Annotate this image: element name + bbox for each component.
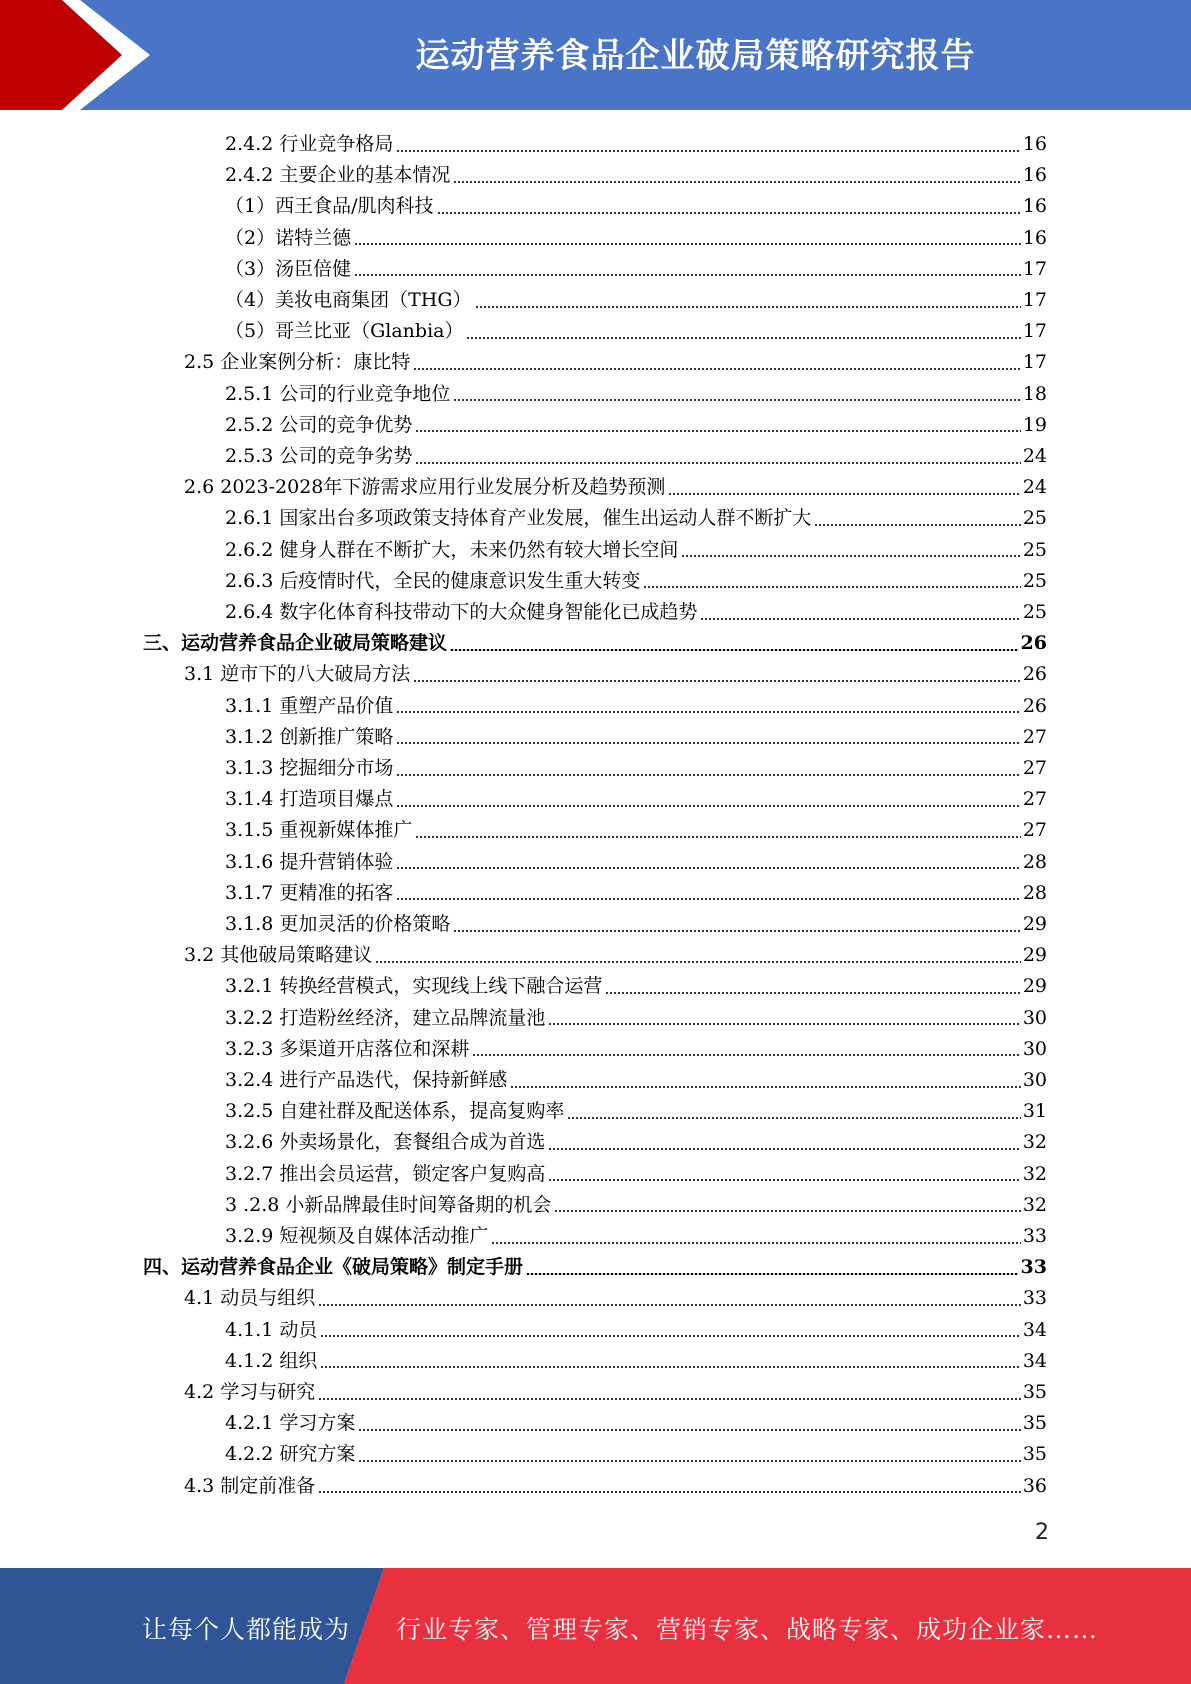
toc-dot-leader <box>318 1491 1021 1493</box>
toc-entry-title: 3.2.6 外卖场景化，套餐组合成为首选 <box>225 1131 546 1154</box>
toc-entry-title: 2.6 2023-2028年下游需求应用行业发展分析及趋势预测 <box>184 476 666 499</box>
toc-dot-leader <box>415 462 1020 464</box>
toc-entry-page: 25 <box>1022 507 1047 530</box>
toc-entry[interactable] <box>225 254 1047 285</box>
toc-entry-title: 4.3 制定前准备 <box>184 1474 316 1497</box>
toc-dot-leader <box>548 1023 1020 1025</box>
toc-entry[interactable] <box>184 1283 1047 1314</box>
toc-dot-leader <box>643 586 1020 588</box>
toc-dot-leader <box>453 181 1020 183</box>
toc-dot-leader <box>567 1117 1020 1119</box>
toc-entry-page: 16 <box>1022 195 1047 218</box>
toc-entry-title: 3.2.4 进行产品迭代，保持新鲜感 <box>225 1069 508 1091</box>
toc-entry-page: 35 <box>1022 1412 1047 1435</box>
toc-entry-page: 28 <box>1022 850 1047 873</box>
toc-entry[interactable] <box>225 1034 1047 1065</box>
toc-entry[interactable] <box>225 316 1047 347</box>
toc-entry-title: 3.1.7 更精准的拓客 <box>225 881 394 904</box>
toc-dot-leader <box>491 1242 1020 1244</box>
toc-entry-title: 3.1.8 更加灵活的价格策略 <box>225 913 451 935</box>
toc-entry-page: 25 <box>1022 538 1047 561</box>
toc-dot-leader <box>437 212 1021 214</box>
toc-entry-page: 27 <box>1022 819 1047 842</box>
toc-entry-title: 2.5.1 公司的行业竞争地位 <box>225 382 451 405</box>
toc-entry[interactable] <box>225 1127 1047 1158</box>
toc-entry-title: 3.2.1 转换经营模式，实现线上线下融合运营 <box>225 975 603 998</box>
toc-entry-title: 4.1.1 动员 <box>225 1318 318 1341</box>
toc-entry-title: 3.1 逆市下的八大破局方法 <box>184 663 411 686</box>
toc-dot-leader <box>354 243 1021 245</box>
toc-entry-page: 35 <box>1022 1443 1047 1466</box>
toc-entry-title: （1）西王食品/肌肉科技 <box>225 195 434 218</box>
toc-entry[interactable] <box>225 160 1047 191</box>
toc-entry[interactable] <box>225 1003 1047 1034</box>
toc-dot-leader <box>814 524 1020 526</box>
toc-entry-title: 3.2.7 推出会员运营，锁定客户复购高 <box>225 1162 546 1185</box>
toc-entry-page: 29 <box>1022 944 1047 967</box>
toc-entry[interactable] <box>225 1065 1047 1096</box>
toc-entry[interactable] <box>225 1159 1047 1190</box>
toc-entry-page: 26 <box>1020 632 1047 655</box>
toc-entry-page: 25 <box>1022 569 1047 592</box>
toc-entry[interactable] <box>225 1221 1047 1252</box>
toc-entry-page: 29 <box>1022 975 1047 998</box>
toc-entry-title: 3.1.5 重视新媒体推广 <box>225 819 413 842</box>
toc-entry[interactable] <box>225 691 1047 722</box>
toc-entry[interactable] <box>225 1346 1047 1377</box>
toc-entry-page: 36 <box>1022 1474 1047 1497</box>
toc-entry-page: 18 <box>1022 382 1047 405</box>
toc-entry-title: （5）哥兰比亚（Glanbia） <box>225 320 464 343</box>
toc-dot-leader <box>318 1304 1021 1306</box>
toc-entry[interactable] <box>225 566 1047 597</box>
toc-dot-leader <box>453 930 1020 932</box>
toc-entry[interactable] <box>225 1190 1047 1221</box>
toc-entry-page: 17 <box>1022 320 1047 343</box>
toc-entry-title: 2.6.4 数字化体育科技带动下的大众健身智能化已成趋势 <box>225 601 698 623</box>
toc-entry-page: 33 <box>1022 1287 1047 1310</box>
toc-entry-title: 4.1 动员与组织 <box>184 1287 316 1310</box>
toc-entry-title: 三、运动营养食品企业破局策略建议 <box>143 632 448 655</box>
toc-entry[interactable] <box>184 940 1047 971</box>
toc-entry-title: 2.6.1 国家出台多项政策支持体育产业发展，催生出运动人群不断扩大 <box>225 507 812 530</box>
toc-entry-page: 29 <box>1022 913 1047 935</box>
toc-entry[interactable] <box>143 628 1047 659</box>
toc-entry-page: 26 <box>1022 663 1047 686</box>
toc-dot-leader <box>510 1086 1020 1088</box>
toc-entry-title: （4）美妆电商集团（THG） <box>225 289 472 311</box>
toc-dot-leader <box>320 1366 1020 1368</box>
toc-entry-page: 17 <box>1022 257 1047 280</box>
toc-dot-leader <box>396 742 1020 744</box>
toc-entry-page: 27 <box>1022 788 1047 811</box>
toc-dot-leader <box>396 774 1020 776</box>
toc-entry[interactable] <box>225 971 1047 1002</box>
toc-entry[interactable] <box>184 659 1047 690</box>
toc-entry[interactable] <box>225 909 1047 940</box>
toc-dot-leader <box>396 805 1020 807</box>
toc-dot-leader <box>700 618 1020 620</box>
toc-entry-title: 3.1.2 创新推广策略 <box>225 725 394 748</box>
toc-entry-title: 2.5 企业案例分析：康比特 <box>184 351 411 374</box>
toc-entry-page: 33 <box>1022 1225 1047 1247</box>
toc-entry-title: 3.1.1 重塑产品价值 <box>225 694 394 717</box>
toc-entry[interactable] <box>184 1471 1047 1502</box>
toc-dot-leader <box>668 493 1020 495</box>
toc-entry-title: 3.2 其他破局策略建议 <box>184 944 373 967</box>
toc-entry-page: 32 <box>1022 1131 1047 1154</box>
toc-entry-title: 3 .2.8 小新品牌最佳时间筹备期的机会 <box>225 1193 552 1216</box>
toc-dot-leader <box>354 274 1021 276</box>
toc-entry-title: 4.1.2 组织 <box>225 1349 318 1372</box>
toc-entry-title: 2.4.2 主要企业的基本情况 <box>225 164 451 187</box>
toc-dot-leader <box>475 306 1021 308</box>
toc-entry-title: 四、运动营养食品企业《破局策略》制定手册 <box>143 1256 524 1279</box>
toc-dot-leader <box>415 430 1020 432</box>
page-footer <box>0 1568 1191 1684</box>
toc-entry[interactable] <box>225 1439 1047 1470</box>
toc-entry[interactable] <box>225 410 1047 441</box>
toc-dot-leader <box>358 1460 1020 1462</box>
toc-entry-title: 2.6.2 健身人群在不断扩大，未来仍然有较大增长空间 <box>225 538 679 561</box>
toc-entry-page: 17 <box>1022 351 1047 374</box>
toc-dot-leader <box>318 1398 1021 1400</box>
page-header <box>0 0 1191 110</box>
toc-entry-page: 16 <box>1022 226 1047 249</box>
toc-entry-title: 3.2.9 短视频及自媒体活动推广 <box>225 1225 489 1247</box>
toc-entry-page: 17 <box>1022 289 1047 311</box>
toc-entry[interactable] <box>225 441 1047 472</box>
toc-entry-title: 4.2 学习与研究 <box>184 1381 316 1403</box>
toc-entry[interactable] <box>225 1408 1047 1439</box>
toc-entry-title: 3.1.6 提升营销体验 <box>225 850 394 873</box>
toc-dot-leader <box>450 649 1019 651</box>
toc-entry[interactable] <box>225 722 1047 753</box>
toc-dot-leader <box>396 711 1020 713</box>
toc-dot-leader <box>320 1335 1020 1337</box>
toc-dot-leader <box>415 836 1020 838</box>
toc-dot-leader <box>548 1148 1020 1150</box>
toc-dot-leader <box>472 1054 1020 1056</box>
toc-dot-leader <box>548 1179 1020 1181</box>
toc-entry[interactable] <box>225 1315 1047 1346</box>
toc-entry-title: 4.2.2 研究方案 <box>225 1443 356 1466</box>
toc-dot-leader <box>526 1273 1019 1275</box>
toc-entry[interactable] <box>225 535 1047 566</box>
toc-entry[interactable] <box>225 815 1047 846</box>
toc-entry-title: 4.2.1 学习方案 <box>225 1412 356 1435</box>
toc-dot-leader <box>396 898 1020 900</box>
toc-entry-title: 2.5.3 公司的竞争劣势 <box>225 445 413 467</box>
toc-entry-page: 33 <box>1020 1256 1047 1279</box>
toc-entry[interactable] <box>184 347 1047 378</box>
toc-dot-leader <box>605 992 1020 994</box>
toc-entry-title: 3.2.5 自建社群及配送体系，提高复购率 <box>225 1100 565 1123</box>
toc-entry[interactable] <box>225 379 1047 410</box>
toc-dot-leader <box>413 368 1021 370</box>
toc-entry-page: 34 <box>1022 1349 1047 1372</box>
toc-entry-page: 30 <box>1022 1006 1047 1029</box>
toc-entry-page: 32 <box>1022 1193 1047 1216</box>
toc-entry-title: 2.6.3 后疫情时代，全民的健康意识发生重大转变 <box>225 569 641 592</box>
toc-entry-page: 24 <box>1022 476 1047 499</box>
toc-entry-page: 27 <box>1022 757 1047 779</box>
toc-entry[interactable] <box>225 129 1047 160</box>
header-arrow-decoration <box>0 0 170 110</box>
header-title: 运动营养食品企业破局策略研究报告 <box>415 36 976 76</box>
toc-entry-title: 2.4.2 行业竞争格局 <box>225 133 394 155</box>
toc-entry[interactable] <box>225 223 1047 254</box>
toc-entry[interactable] <box>225 753 1047 784</box>
toc-dot-leader <box>466 337 1020 339</box>
toc-dot-leader <box>375 961 1021 963</box>
toc-dot-leader <box>554 1210 1020 1212</box>
footer-slogan-left: 让每个人都能成为 <box>142 1615 351 1644</box>
toc-entry-title: 3.1.4 打造项目爆点 <box>225 788 394 811</box>
toc-entry-page: 35 <box>1022 1381 1047 1403</box>
toc-entry-page: 32 <box>1022 1162 1047 1185</box>
toc-dot-leader <box>396 867 1020 869</box>
toc-entry-title: （3）汤臣倍健 <box>225 257 352 280</box>
toc-entry-page: 30 <box>1022 1069 1047 1091</box>
toc-entry[interactable] <box>225 784 1047 815</box>
toc-entry[interactable] <box>225 285 1047 316</box>
toc-entry-title: 3.2.3 多渠道开店落位和深耕 <box>225 1037 470 1060</box>
toc-entry-page: 28 <box>1022 881 1047 904</box>
toc-entry[interactable] <box>225 191 1047 222</box>
toc-entry-page: 19 <box>1022 413 1047 436</box>
toc-entry-page: 26 <box>1022 694 1047 717</box>
toc-entry-title: 3.2.2 打造粉丝经济，建立品牌流量池 <box>225 1006 546 1029</box>
toc-entry[interactable] <box>225 597 1047 628</box>
toc-entry[interactable] <box>225 503 1047 534</box>
page-number: 2 <box>1035 1520 1049 1545</box>
toc-entry[interactable] <box>184 1377 1047 1408</box>
toc-entry[interactable] <box>184 472 1047 503</box>
toc-entry[interactable] <box>225 878 1047 909</box>
toc-dot-leader <box>396 150 1020 152</box>
toc-dot-leader <box>358 1429 1020 1431</box>
toc-dot-leader <box>453 399 1020 401</box>
toc-entry-page: 27 <box>1022 725 1047 748</box>
toc-entry-page: 25 <box>1022 601 1047 623</box>
toc-entry-title: 3.1.3 挖掘细分市场 <box>225 757 394 779</box>
toc-entry-page: 16 <box>1022 164 1047 187</box>
toc-entry[interactable] <box>225 1096 1047 1127</box>
toc-entry-page: 30 <box>1022 1037 1047 1060</box>
toc-entry[interactable] <box>143 1252 1047 1283</box>
toc-entry-page: 34 <box>1022 1318 1047 1341</box>
footer-slogan-right: 行业专家、管理专家、营销专家、战略专家、成功企业家…… <box>396 1615 1099 1644</box>
toc-entry-title: （2）诺特兰德 <box>225 226 352 249</box>
toc-dot-leader <box>413 680 1021 682</box>
toc-entry-title: 2.5.2 公司的竞争优势 <box>225 413 413 436</box>
toc-entry[interactable] <box>225 847 1047 878</box>
toc-entry-page: 24 <box>1022 445 1047 467</box>
toc-dot-leader <box>681 555 1020 557</box>
toc-entry-page: 16 <box>1022 133 1047 155</box>
toc-entry-page: 31 <box>1022 1100 1047 1123</box>
